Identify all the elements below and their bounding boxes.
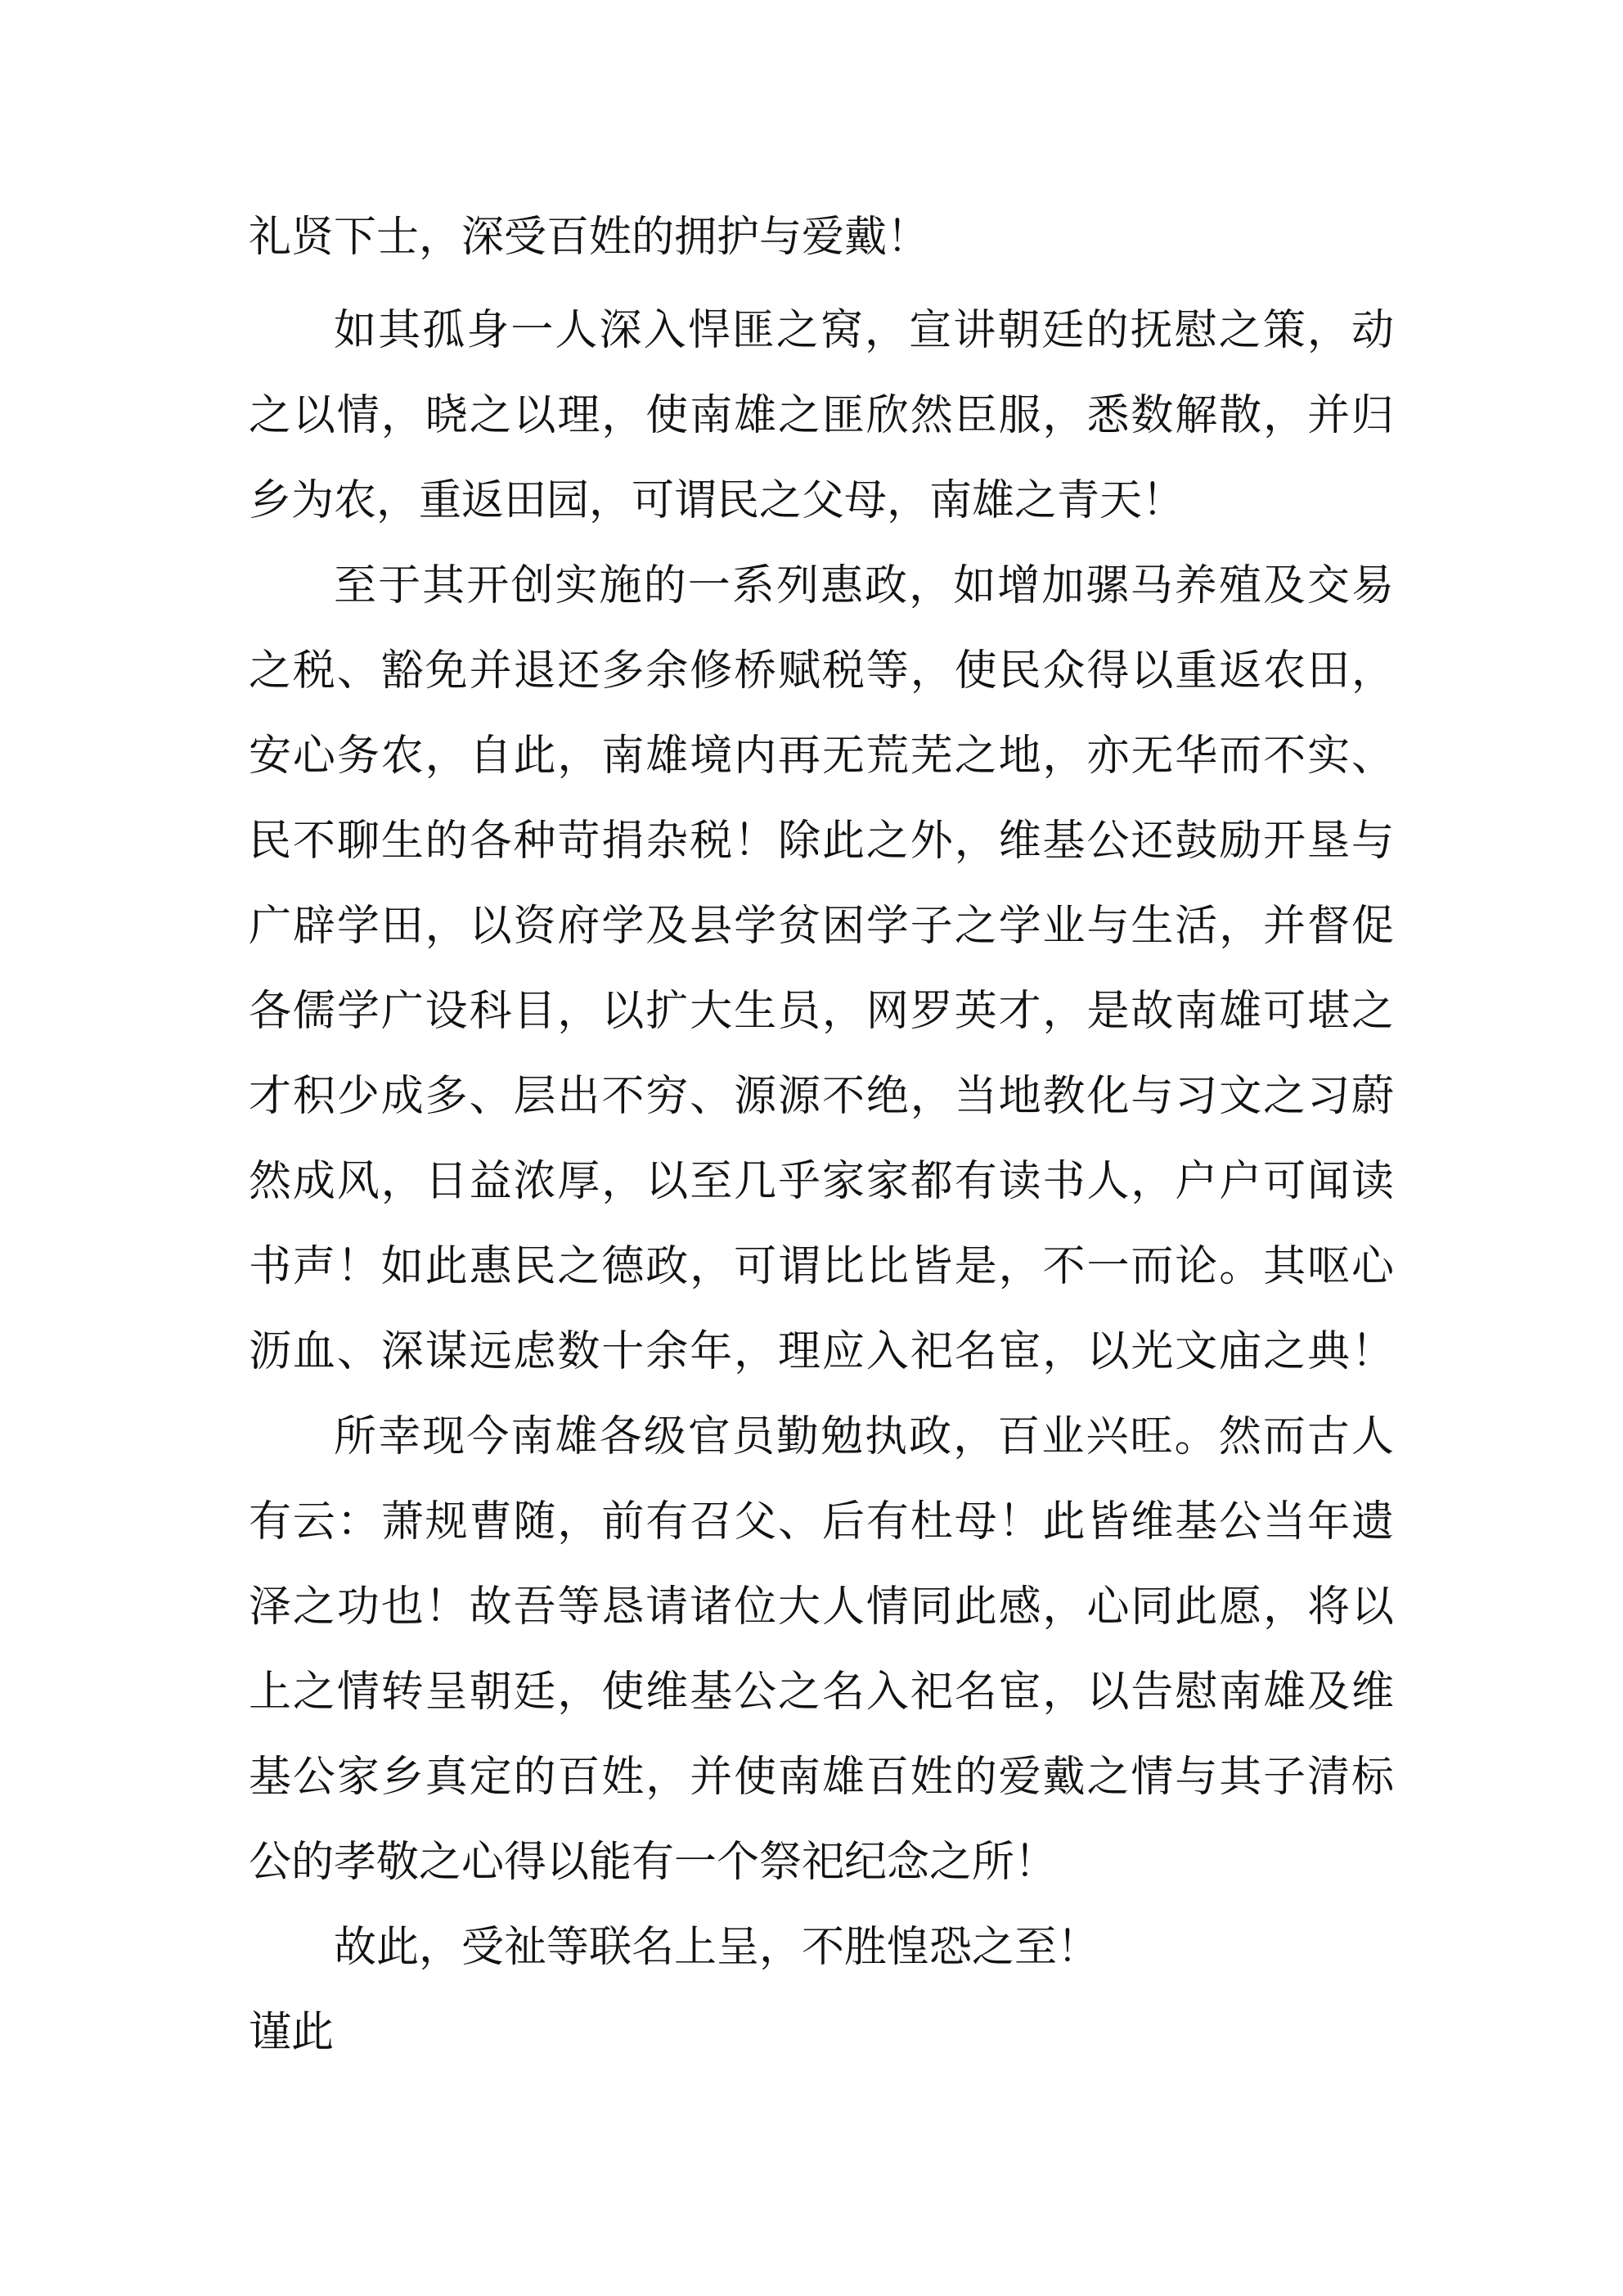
text-line: 之以情，晓之以理，使南雄之匪欣然臣服，悉数解散，并归 (249, 391, 1394, 440)
text-line: 有云：萧规曹随，前有召父、后有杜母！此皆维基公当年遗 (249, 1497, 1394, 1546)
text-line: 基公家乡真定的百姓，并使南雄百姓的爱戴之情与其子清标 (249, 1753, 1394, 1802)
text-line: 沥血、深谋远虑数十余年，理应入祀名宦，以光文庙之典！ (249, 1327, 1394, 1376)
text-line: 广辟学田，以资府学及县学贫困学子之学业与生活，并督促 (249, 902, 1394, 951)
text-line: 上之情转呈朝廷，使维基公之名入祀名宦，以告慰南雄及维 (249, 1668, 1394, 1717)
paragraph-start-line: 所幸现今南雄各级官员勤勉执政，百业兴旺。然而古人 (334, 1412, 1394, 1461)
text-line: 民不聊生的各种苛捐杂税！除此之外，维基公还鼓励开垦与 (249, 817, 1394, 866)
text-line: 才积少成多、层出不穷、源源不绝，当地教化与习文之习蔚 (249, 1072, 1394, 1121)
text-line: 安心务农，自此，南雄境内再无荒芜之地，亦无华而不实、 (249, 732, 1394, 781)
text-line: 公的孝敬之心得以能有一个祭祀纪念之所！ (249, 1838, 1058, 1887)
text-line: 乡为农，重返田园，可谓民之父母，南雄之青天！ (249, 476, 1185, 525)
text-line: 书声！如此惠民之德政，可谓比比皆是，不一而论。其呕心 (249, 1242, 1394, 1291)
text-line: 各儒学广设科目，以扩大生员，网罗英才，是故南雄可堪之 (249, 987, 1394, 1036)
text-line: 然成风，日益浓厚，以至几乎家家都有读书人，户户可闻读 (249, 1157, 1394, 1206)
paragraph-start-line: 至于其开创实施的一系列惠政，如增加骡马养殖及交易 (334, 561, 1394, 610)
text-line: 泽之功也！故吾等恳请诸位大人情同此感，心同此愿，将以 (249, 1582, 1394, 1632)
text-line: 之税、豁免并退还多余修桥赋税等，使民众得以重返农田， (249, 646, 1394, 696)
closing-line: 谨此 (249, 2008, 335, 2057)
text-line: 礼贤下士，深受百姓的拥护与爱戴！ (249, 213, 930, 262)
paragraph-start-line: 故此，受祉等联名上呈，不胜惶恐之至！ (334, 1923, 1100, 1972)
paragraph-start-line: 如其孤身一人深入悍匪之窝，宣讲朝廷的抚慰之策，动 (334, 306, 1394, 355)
